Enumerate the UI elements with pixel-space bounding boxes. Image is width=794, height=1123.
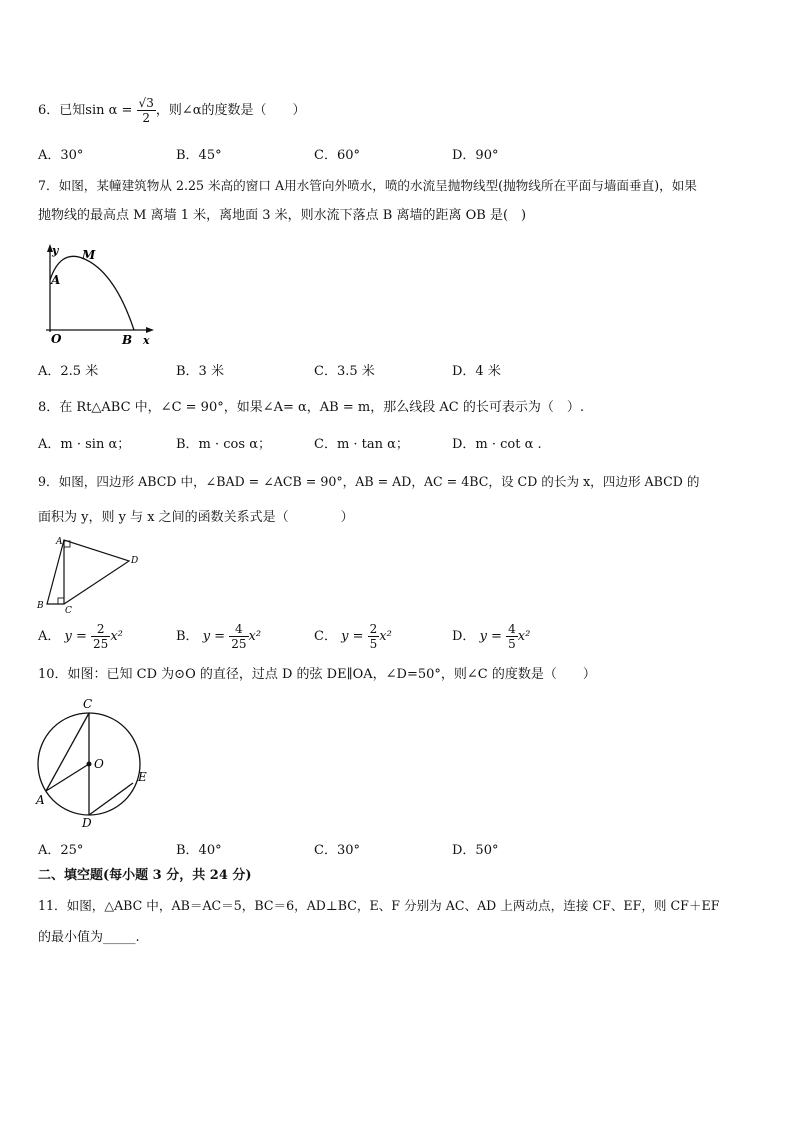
q9-label-b: B: [37, 601, 44, 611]
q7-label-y: y: [52, 244, 59, 257]
q6-stem: [38, 96, 306, 125]
q7-x-arrow: [146, 327, 154, 333]
q10-circle-figure: [32, 694, 162, 830]
q9-option-b-fraction: [229, 622, 248, 651]
q7-label-o: O: [51, 332, 62, 346]
q7-label-b: B: [122, 333, 133, 347]
q9-option-a-fraction: [91, 622, 110, 651]
q9-option-d-lhs: y =: [479, 629, 502, 644]
q9-option-d-num: 4: [508, 622, 516, 636]
q10-line-1: 10．如图：已知 CD 为⊙O 的直径，过点 D 的弦 DE∥OA，∠D=50°，则∠C 的度数是（ ）: [38, 667, 596, 682]
q6-option-d[interactable]: D．90°: [452, 148, 499, 163]
q8-option-c[interactable]: C．m · tan α；: [314, 437, 409, 452]
q7-option-b[interactable]: B．3 米: [176, 364, 224, 379]
q10-option-a[interactable]: A．25°: [38, 843, 84, 858]
q9-option-d-den: 5: [508, 637, 516, 651]
q10-label-o: O: [94, 757, 104, 771]
q6-option-a[interactable]: A．30°: [38, 148, 84, 163]
q9-label-d: D: [131, 556, 139, 566]
q9-option-a-letter: A．: [38, 629, 61, 644]
q7-label-m: M: [82, 248, 96, 262]
q9-option-a[interactable]: [38, 622, 123, 651]
q8-option-d[interactable]: D．m · cot α .: [452, 437, 542, 452]
q9-quadrilateral: [47, 540, 129, 604]
q9-option-c-lhs: y =: [341, 629, 364, 644]
q10-center-point: [87, 762, 92, 767]
q9-option-b-lhs: y =: [202, 629, 226, 644]
q7-option-c[interactable]: C．3.5 米: [314, 364, 375, 379]
q6-suffix: ，则∠α的度数是（ ）: [155, 103, 306, 118]
q9-option-d-rhs: x²: [517, 629, 531, 644]
q9-line-1: 9．如图，四边形 ABCD 中，∠BAD = ∠ACB = 90°，AB = AD，AC = 4BC，设 CD 的长为 x，四边形 ABCD 的: [38, 474, 700, 489]
q9-option-b-rhs: x²: [248, 629, 262, 644]
q7-option-a[interactable]: A．2.5 米: [38, 364, 99, 379]
q8-option-b[interactable]: B．m · cos α；: [176, 437, 271, 452]
q7-label-x: x: [143, 334, 150, 347]
q10-label-e: E: [138, 770, 147, 784]
q9-option-a-rhs: x²: [110, 629, 123, 644]
q6-option-b[interactable]: B．45°: [176, 148, 222, 163]
q10-option-b[interactable]: B．40°: [176, 843, 222, 858]
q9-option-c-den: 5: [369, 637, 378, 651]
q10-label-c: C: [83, 697, 93, 711]
q9-quadrilateral-figure: [34, 534, 144, 616]
q9-line-2: 面积为 y，则 y 与 x 之间的函数关系式是（ ）: [38, 510, 354, 525]
q11-line-1: 11．如图，△ABC 中，AB＝AC＝5，BC＝6，AD⊥BC，E、F 分别为 AC、AD 上两动点，连接 CF、EF，则 CF＋EF: [38, 898, 720, 913]
q9-option-a-num: 2: [91, 622, 110, 637]
q9-label-c: C: [65, 606, 72, 616]
q6-frac-num: √3: [138, 96, 154, 110]
q10-radius-oa: [46, 764, 89, 791]
q9-option-b-letter: B．: [176, 629, 199, 644]
q9-option-c-rhs: x²: [379, 629, 392, 644]
q6-frac-den: 2: [142, 111, 150, 125]
q7-parabola-curve: [50, 256, 134, 330]
q7-line-1: 7．如图，某幢建筑物从 2.25 米高的窗口 A用水管向外喷水，喷的水流呈抛物线型(抛物线所在平面与墙面垂直)，如果: [38, 178, 697, 193]
q6-fraction: [137, 96, 156, 125]
q9-option-d-fraction: [506, 622, 518, 651]
q10-option-d[interactable]: D．50°: [452, 843, 499, 858]
q10-option-c[interactable]: C．30°: [314, 843, 360, 858]
q7-line-2: 抛物线的最高点 M 离墙 1 米，离地面 3 米，则水流下落点 B 离墙的距离 OB 是( ): [38, 208, 527, 223]
q9-option-b-den: 25: [231, 637, 247, 651]
q9-option-c[interactable]: [314, 622, 392, 651]
q10-chord-ca: [46, 713, 89, 791]
q9-option-b-num: 4: [229, 622, 248, 637]
q9-option-a-lhs: y =: [64, 629, 87, 644]
q9-option-d[interactable]: [452, 622, 530, 651]
q11-line-2: 的最小值为_____.: [38, 930, 140, 945]
q9-option-c-num: 2: [369, 622, 378, 636]
q9-option-d-letter: D．: [452, 629, 476, 644]
q9-option-b[interactable]: [176, 622, 261, 651]
q6-prefix: 6．已知sin α =: [38, 103, 137, 118]
q8-line-1: 8．在 Rt△ABC 中，∠C = 90°，如果∠A= α，AB = m，那么线段 AC 的长可表示为（ ）.: [38, 400, 584, 415]
q10-label-a: A: [36, 793, 45, 807]
q7-label-a: A: [51, 273, 61, 287]
q7-parabola-figure: [36, 240, 166, 350]
q9-option-c-letter: C．: [314, 629, 337, 644]
q9-label-a: A: [56, 537, 63, 547]
q8-option-a[interactable]: A．m · sin α；: [38, 437, 131, 452]
section-2-title: 二、填空题(每小题 3 分，共 24 分): [38, 868, 252, 883]
q6-option-c[interactable]: C．60°: [314, 148, 360, 163]
q10-label-d: D: [82, 816, 92, 830]
q9-right-angle-c: [58, 598, 64, 604]
q7-option-d[interactable]: D．4 米: [452, 364, 501, 379]
q9-option-c-fraction: [368, 622, 380, 651]
q9-option-a-den: 25: [93, 637, 109, 651]
